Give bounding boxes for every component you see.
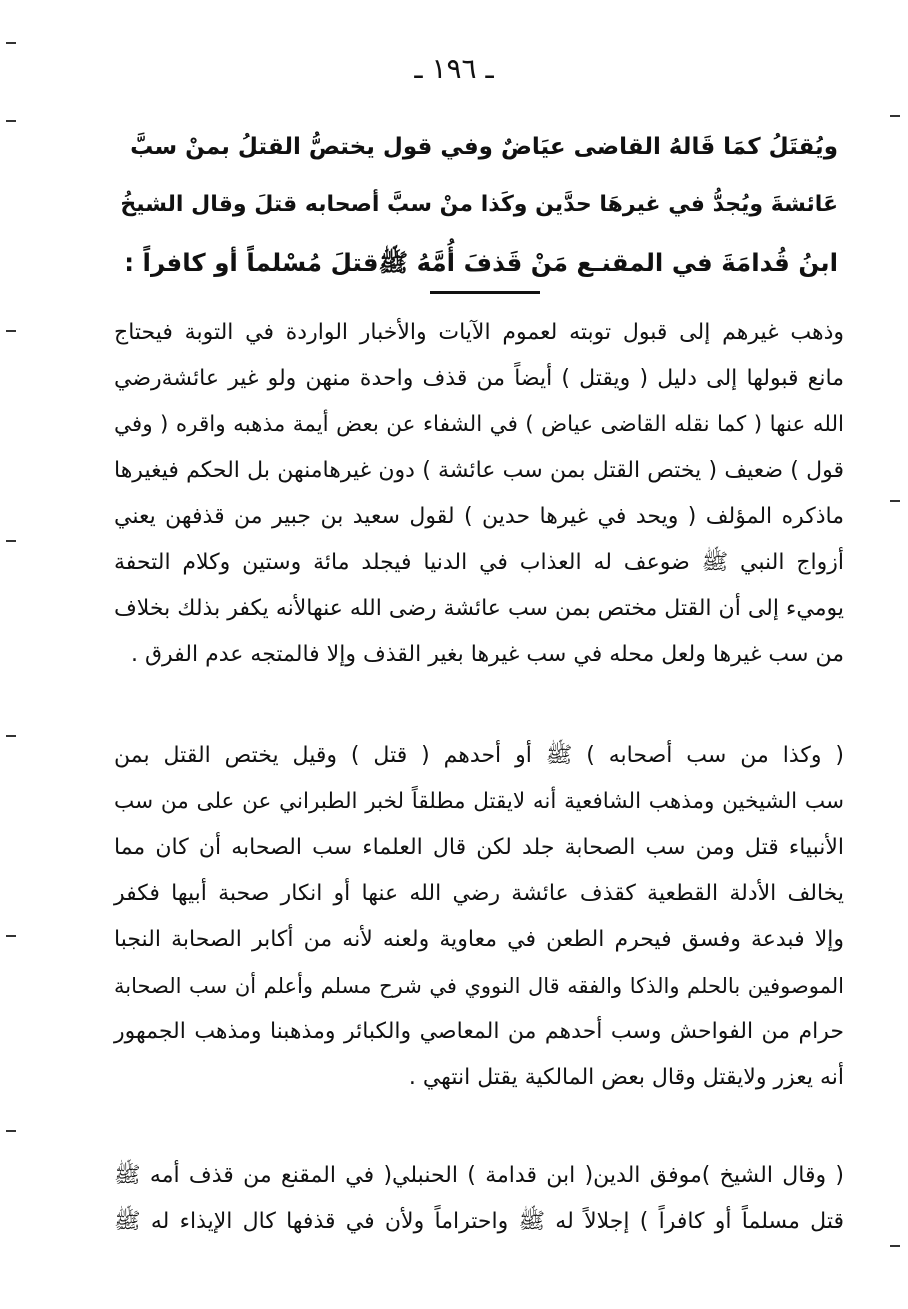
commentary-line: قتل مسلماً أو كافراً ) إجلالاً له ﷺ واحتراماً ولأن في قذفها كال الإيذاء له ﷺ: [114, 1209, 844, 1234]
commentary-line: الله عنها ( كما نقله القاضى عياض ) في الشفاء عن بعض أيمة مذهبه واقره ( وفي: [114, 412, 844, 437]
margin-mark: [890, 500, 900, 502]
commentary-line: سب الشيخين ومذهب الشافعية أنه لايقتل مطلقاً لخبر الطبراني عن على من سب: [114, 789, 844, 814]
commentary-paragraph-2: [114, 733, 844, 1101]
margin-mark: [6, 735, 16, 737]
margin-mark: [6, 120, 16, 122]
commentary-line: ماذكره المؤلف ( ويحد في غيرها حدين ) لقول سعيد بن جبير من قذفهن يعني: [114, 504, 844, 529]
margin-mark: [6, 330, 16, 332]
commentary-line: الأنبياء قتل ومن سب الصحابة جلد لكن قال العلماء سب الصحابه أن كان مما: [114, 835, 844, 860]
margin-mark: [890, 1245, 900, 1247]
commentary-line: الموصوفين بالحلم والذكا والفقه قال النووي في شرح مسلم وأعلم أن سب الصحابة: [114, 974, 844, 998]
commentary-line: من سب غيرها ولعل محله في سب غيرها بغير القذف وإلا فالمتجه عدم الفرق .: [130, 642, 844, 667]
main-text-line: ابنُ قُدامَةَ في المقنـع مَنْ قَذفَ أُمَّهُ ﷺقتلَ مُسْلماً أو كافراً :: [124, 248, 838, 277]
main-text-line: ويُقتَلُ كمَا قَالهُ القاضى عيَاضٌ وفي قول يختصُّ القتلُ بمنْ سبَّ: [130, 134, 838, 160]
margin-mark: [6, 1130, 16, 1132]
commentary-line: ( وقال الشيخ )موفق الدين( ابن قدامة ) الحنبلي( في المقنع من قذف أمه ﷺ: [114, 1163, 844, 1188]
commentary-line: قول ) ضعيف ( يختص القتل بمن سب عائشة ) دون غيرهامنهن بل الحكم فيغيرها: [114, 458, 844, 483]
commentary-line: مانع قبولها إلى دليل ( ويقتل ) أيضاً من قذف واحدة منهن ولو غير عائشةرضي: [114, 366, 844, 391]
text-divider: [430, 291, 540, 294]
page-number: ـ ١٩٦ ـ: [414, 52, 494, 85]
margin-mark: [6, 42, 16, 44]
commentary-line: يخالف الأدلة القطعية كقذف عائشة رضي الله عنها أو انكار صحبة أبيها فكفر: [114, 881, 844, 906]
commentary-line: يوميء إلى أن القتل مختص بمن سب عائشة رضى الله عنهالأنه يكفر بذلك بخلاف: [114, 596, 844, 621]
margin-mark: [6, 935, 16, 937]
commentary-line: أنه يعزر ولايقتل وقال بعض المالكية يقتل انتهي .: [408, 1065, 844, 1090]
main-text-line: عَائشةَ ويُجدُّ في غيرهَا حدَّين وكَذا منْ سبَّ أصحابه قتلَ وقال الشيخُ: [120, 192, 838, 217]
commentary-line: أزواج النبي ﷺ ضوعف له العذاب في الدنيا فيجلد مائة وستين وكلام التحفة: [114, 550, 844, 575]
commentary-line: وإلا فبدعة وفسق فيحرم الطعن في معاوية ولعنه لأنه من أكابر الصحابة النجبا: [114, 927, 844, 952]
commentary-paragraph-1: [114, 310, 844, 678]
commentary-line: حرام من الفواحش وسب أحدهم من المعاصي والكبائر ومذهبنا ومذهب الجمهور: [114, 1019, 844, 1044]
commentary-line: وذهب غيرهم إلى قبول توبته لعموم الآيات والأخبار الواردة في التوبة فيحتاج: [114, 320, 844, 345]
margin-mark: [6, 540, 16, 542]
margin-mark: [890, 115, 900, 117]
commentary-line: ( وكذا من سب أصحابه ) ﷺ أو أحدهم ( قتل ) وقيل يختص القتل بمن: [114, 743, 844, 768]
commentary-paragraph-3: [114, 1153, 844, 1245]
main-text-block: [118, 118, 838, 292]
